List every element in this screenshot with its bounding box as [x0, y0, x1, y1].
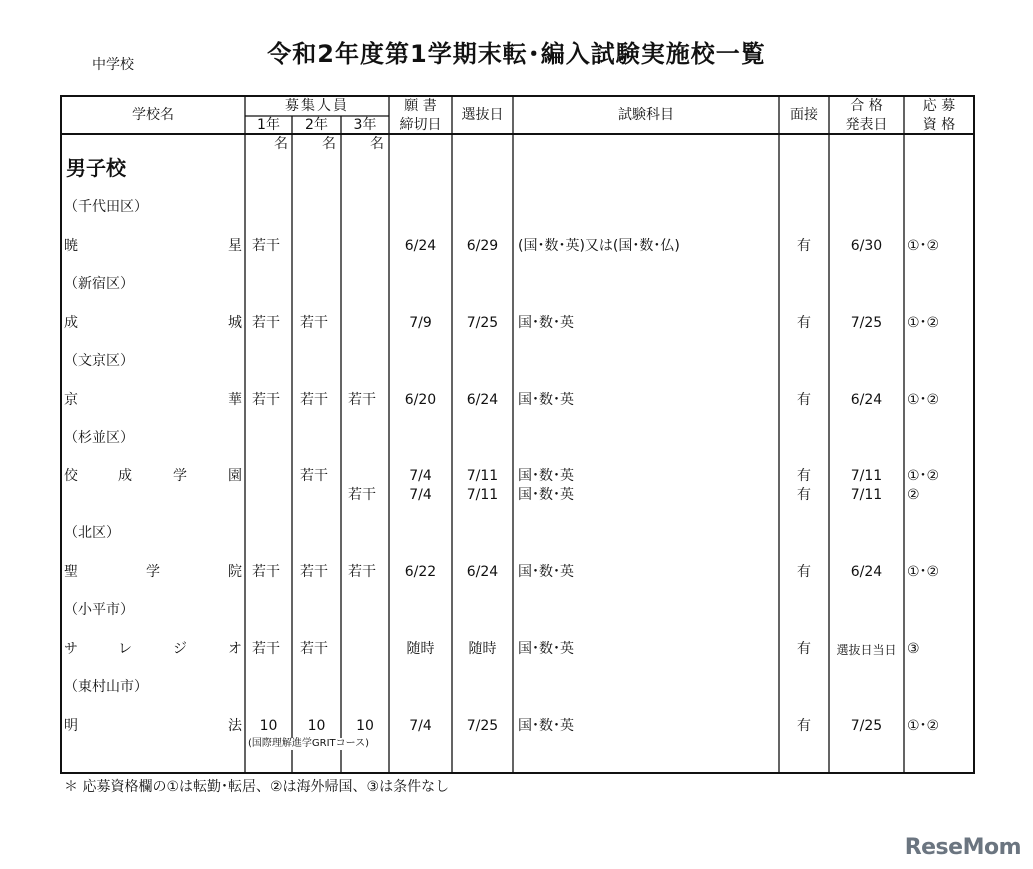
result-date: 6/24: [850, 564, 883, 580]
subjects: 国･数･英: [518, 487, 574, 503]
selection-date: 6/24: [466, 564, 499, 580]
deadline: 随時: [406, 641, 435, 657]
deadline: 6/20: [404, 392, 437, 408]
unit-grade2: 名: [322, 136, 336, 152]
qualification: ①･②: [907, 392, 940, 408]
interview: 有: [797, 564, 811, 580]
school-name-char: レ: [118, 641, 132, 657]
subjects: 国･数･英: [518, 641, 574, 657]
result-date: 7/11: [850, 468, 883, 484]
ward-label: （杉並区）: [64, 430, 134, 446]
school-name-char: サ: [64, 641, 78, 657]
grade3-count: 10: [356, 718, 374, 734]
grade1-count: 若干: [252, 641, 280, 657]
header-interview: 面接: [790, 107, 818, 123]
school-name-char: 明: [64, 718, 78, 734]
ward-label: （小平市）: [64, 602, 134, 618]
grade1-count: 若干: [252, 564, 280, 580]
interview: 有: [797, 468, 811, 484]
school-name-char: 聖: [64, 564, 78, 580]
grade1-count: 若干: [252, 392, 280, 408]
grade1-count: 若干: [252, 315, 280, 331]
school-name-char: 学: [146, 564, 160, 580]
header-recruit: 募集人員: [285, 98, 349, 114]
deadline: 7/9: [409, 315, 432, 331]
school-name-char: 城: [228, 315, 242, 331]
result-date: 6/24: [850, 392, 883, 408]
unit-grade1: 名: [274, 136, 288, 152]
interview: 有: [797, 238, 811, 254]
ward-label: （東村山市）: [64, 679, 148, 695]
subjects: 国･数･英: [518, 564, 574, 580]
subjects: 国･数･英: [518, 718, 574, 734]
grade2-count: 若干: [300, 315, 328, 331]
grade1-count: 10: [259, 718, 278, 734]
interview: 有: [797, 718, 811, 734]
school-name-char: 学: [173, 468, 187, 484]
grade2-count: 若干: [300, 392, 328, 408]
deadline: 7/4: [409, 487, 432, 503]
result-date: 6/30: [850, 238, 883, 254]
interview: 有: [797, 487, 811, 503]
school-name-char: 京: [64, 392, 78, 408]
header-deadline-bottom: 締切日: [399, 117, 442, 133]
footnote: ＊ 応募資格欄の①は転勤･転居、②は海外帰国、③は条件なし: [64, 779, 450, 795]
grade2-count: 若干: [300, 641, 328, 657]
qualification: ①･②: [907, 315, 940, 331]
deadline: 6/24: [404, 238, 437, 254]
interview: 有: [797, 641, 811, 657]
page-subtitle: 中学校: [92, 57, 134, 73]
selection-date: 6/29: [466, 238, 499, 254]
school-name-char: 暁: [64, 238, 78, 254]
selection-date: 7/25: [466, 718, 499, 734]
grade3-count: 若干: [348, 487, 376, 503]
selection-date: 7/25: [466, 315, 499, 331]
course-note: (国際理解進学GRITコース): [248, 738, 370, 749]
grade2-count: 10: [307, 718, 326, 734]
category-label: 男子校: [66, 156, 126, 180]
selection-date: 7/11: [466, 468, 499, 484]
result-date: 7/25: [850, 315, 883, 331]
school-name-char: オ: [228, 641, 242, 657]
result-date: 7/11: [850, 487, 883, 503]
watermark-logo: ReseMom: [904, 835, 1021, 860]
qualification: ②: [907, 487, 920, 503]
subjects: 国･数･英: [518, 315, 574, 331]
subjects: (国･数･英)又は(国･数･仏): [518, 238, 680, 254]
selection-date: 7/11: [466, 487, 499, 503]
school-name-char: 佼: [64, 468, 78, 484]
unit-grade3: 名: [370, 136, 384, 152]
school-name-char: ジ: [173, 641, 187, 657]
selection-date: 6/24: [466, 392, 499, 408]
header-selection: 選抜日: [461, 107, 504, 123]
ward-label: （千代田区）: [64, 199, 148, 215]
header-result-bottom: 発表日: [845, 117, 888, 133]
grade2-count: 若干: [300, 564, 328, 580]
deadline: 7/4: [409, 468, 432, 484]
page-title: 令和2年度第1学期末転･編入試験実施校一覧: [267, 40, 766, 68]
interview: 有: [797, 315, 811, 331]
grade3-count: 若干: [348, 392, 376, 408]
deadline: 6/22: [404, 564, 437, 580]
school-name-char: 星: [228, 238, 242, 254]
header-grade3: 3年: [353, 117, 377, 133]
qualification: ①･②: [907, 238, 940, 254]
school-name-char: 法: [228, 718, 242, 734]
school-name-char: 院: [228, 564, 242, 580]
header-qual-top: 応 募: [922, 98, 956, 114]
header-grade1: 1年: [257, 117, 280, 133]
school-name-char: 成: [64, 315, 78, 331]
selection-date: 随時: [468, 641, 497, 657]
ward-label: （文京区）: [64, 353, 134, 369]
ward-label: （新宿区）: [64, 276, 134, 292]
school-name-char: 華: [228, 392, 242, 408]
school-name-char: 成: [118, 468, 132, 484]
header-grade2: 2年: [305, 117, 328, 133]
header-result-top: 合 格: [850, 98, 883, 114]
grade2-count: 若干: [300, 468, 328, 484]
qualification: ①･②: [907, 564, 940, 580]
result-date: 選抜日当日: [836, 643, 897, 657]
school-name-char: 園: [228, 468, 242, 484]
qualification: ③: [907, 641, 920, 657]
header-deadline-top: 願 書: [404, 98, 437, 114]
grade3-count: 若干: [348, 564, 376, 580]
ward-label: （北区）: [64, 525, 120, 541]
result-date: 7/25: [850, 718, 883, 734]
interview: 有: [797, 392, 811, 408]
subjects: 国･数･英: [518, 392, 574, 408]
deadline: 7/4: [409, 718, 432, 734]
subjects: 国･数･英: [518, 468, 574, 484]
header-school: 学校名: [132, 107, 174, 123]
qualification: ①･②: [907, 468, 940, 484]
header-qual-bottom: 資 格: [922, 117, 956, 133]
qualification: ①･②: [907, 718, 940, 734]
header-subjects: 試験科目: [618, 107, 674, 123]
grade1-count: 若干: [252, 238, 280, 254]
